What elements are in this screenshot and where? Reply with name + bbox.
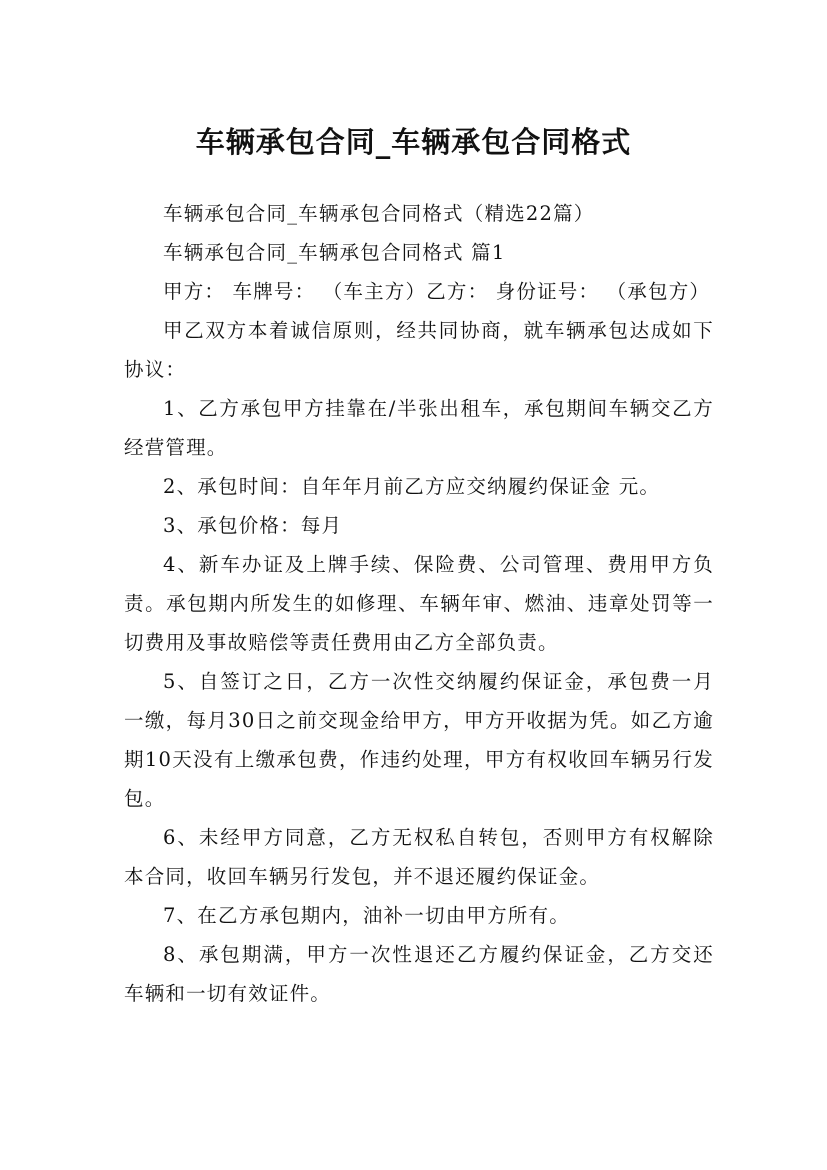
paragraph-parties: 甲方： 车牌号： （车主方）乙方： 身份证号： （承包方） xyxy=(163,280,711,303)
clause-4: 4、新车办证及上牌手续、保险费、公司管理、费用甲方负责。承包期内所发生的如修理、车辆年审、燃油、违章处罚等一切费用及事故赔偿等责任费用由乙方全部负责。 xyxy=(124,553,714,654)
clause-2: 2、承包时间：自年年月前乙方应交纳履约保证金 元。 xyxy=(163,475,661,498)
document-body xyxy=(124,194,714,1013)
document-title: 车辆承包合同_车辆承包合同格式 xyxy=(195,125,632,160)
clause-6: 6、未经甲方同意，乙方无权私自转包，否则甲方有权解除本合同，收回车辆另行发包，并不退还履约保证金。 xyxy=(124,826,714,888)
paragraph-subtitle: 车辆承包合同_车辆承包合同格式（精选22篇） xyxy=(163,202,595,225)
clause-7: 7、在乙方承包期内，油补一切由甲方所有。 xyxy=(163,904,570,927)
clause-5: 5、自签订之日，乙方一次性交纳履约保证金，承包费一月一缴，每月30日之前交现金给甲方，甲方开收据为凭。如乙方逾期10天没有上缴承包费，作违约处理，甲方有权收回车辆另行发包。 xyxy=(124,670,714,810)
clause-1: 1、乙方承包甲方挂靠在/半张出租车，承包期间车辆交乙方经营管理。 xyxy=(124,397,714,459)
paragraph-preamble: 甲乙双方本着诚信原则，经共同协商，就车辆承包达成如下协议： xyxy=(124,319,714,381)
paragraph-section-heading: 车辆承包合同_车辆承包合同格式 篇1 xyxy=(163,241,506,264)
clause-3: 3、承包价格：每月 xyxy=(163,514,343,537)
clause-8: 8、承包期满，甲方一次性退还乙方履约保证金，乙方交还车辆和一切有效证件。 xyxy=(124,943,714,1005)
